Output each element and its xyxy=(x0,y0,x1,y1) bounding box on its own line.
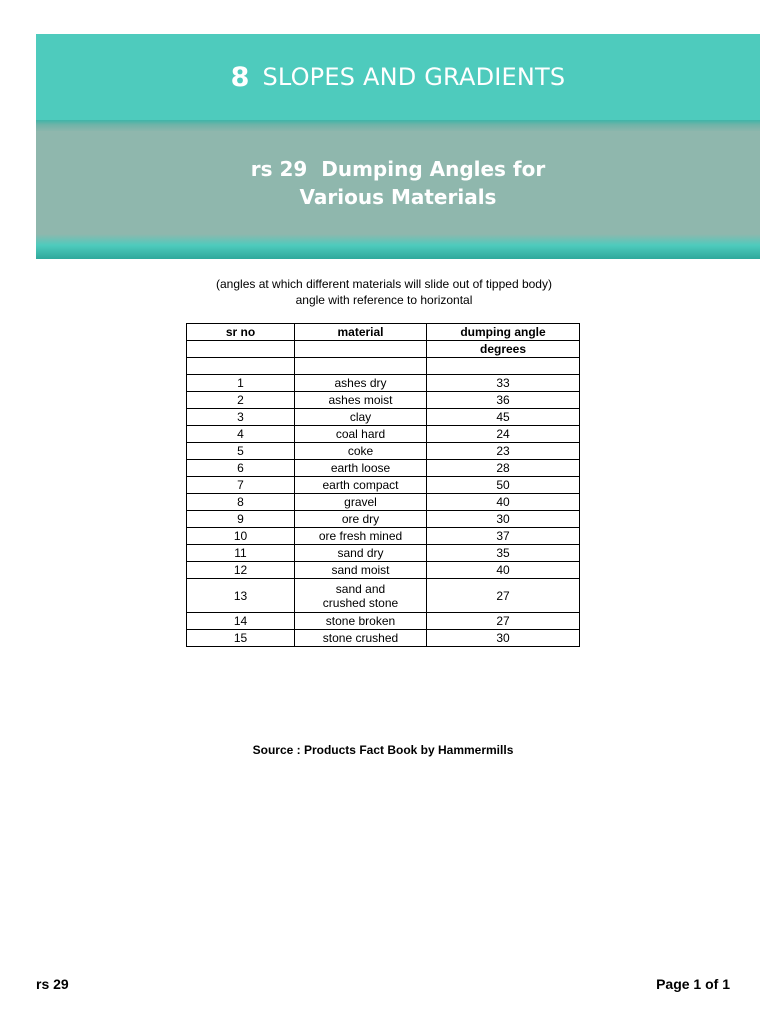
banner-footer-bar xyxy=(36,234,760,259)
material-cell: coke xyxy=(295,443,427,460)
angle-cell: 30 xyxy=(427,630,580,647)
table-row xyxy=(187,630,580,647)
angle-cell: 23 xyxy=(427,443,580,460)
chapter-banner xyxy=(36,34,760,120)
material-cell: stone crushed xyxy=(295,630,427,647)
material-cell: ore fresh mined xyxy=(295,528,427,545)
intro-line-1: (angles at which different materials will slide out of tipped body) xyxy=(216,277,552,291)
sr-no-cell: 2 xyxy=(187,392,295,409)
sr-no-cell: 9 xyxy=(187,511,295,528)
sr-no-cell: 14 xyxy=(187,613,295,630)
table-row xyxy=(187,562,580,579)
sr-no-cell: 10 xyxy=(187,528,295,545)
angle-cell: 33 xyxy=(427,375,580,392)
table-header-row-2 xyxy=(187,341,580,358)
chapter-number: 8 xyxy=(230,61,250,93)
angle-cell: 45 xyxy=(427,409,580,426)
angle-cell: 27 xyxy=(427,579,580,613)
sr-no-cell: 4 xyxy=(187,426,295,443)
sr-no-cell: 15 xyxy=(187,630,295,647)
table-row xyxy=(187,392,580,409)
angle-cell: 36 xyxy=(427,392,580,409)
material-cell: sand and crushed stone xyxy=(295,579,427,613)
table-row xyxy=(187,494,580,511)
sr-no-cell: 11 xyxy=(187,545,295,562)
angle-cell: 28 xyxy=(427,460,580,477)
subtitle-line-1: rs 29 Dumping Angles for xyxy=(250,156,546,181)
angle-cell: 35 xyxy=(427,545,580,562)
header2-sr-no xyxy=(187,341,295,358)
table-row xyxy=(187,477,580,494)
material-cell: ashes moist xyxy=(295,392,427,409)
sr-no-cell: 1 xyxy=(187,375,295,392)
material-cell: stone broken xyxy=(295,613,427,630)
header-dumping-angle: dumping angle xyxy=(427,324,580,341)
table-header-row xyxy=(187,324,580,341)
subtitle-line-2: Various Materials xyxy=(299,184,497,209)
material-cell: sand moist xyxy=(295,562,427,579)
material-cell: clay xyxy=(295,409,427,426)
source-note: Source : Products Fact Book by Hammermills xyxy=(252,743,514,757)
angle-cell: 27 xyxy=(427,613,580,630)
footer-ref: rs 29 xyxy=(36,976,69,992)
table-row xyxy=(187,460,580,477)
sr-no-cell: 7 xyxy=(187,477,295,494)
header-material: material xyxy=(295,324,427,341)
sr-no-cell: 6 xyxy=(187,460,295,477)
table-row xyxy=(187,579,580,613)
header-units: degrees xyxy=(427,341,580,358)
angle-cell: 40 xyxy=(427,562,580,579)
sr-no-cell: 3 xyxy=(187,409,295,426)
header-sr-no: sr no xyxy=(187,324,295,341)
header2-material xyxy=(295,341,427,358)
intro-line-2: angle with reference to horizontal xyxy=(295,293,473,307)
angle-cell: 30 xyxy=(427,511,580,528)
angle-cell: 24 xyxy=(427,426,580,443)
sr-no-cell: 5 xyxy=(187,443,295,460)
sr-no-cell: 13 xyxy=(187,579,295,613)
material-cell: ashes dry xyxy=(295,375,427,392)
chapter-title: SLOPES AND GRADIENTS xyxy=(262,63,566,91)
table-row xyxy=(187,409,580,426)
table-row xyxy=(187,443,580,460)
subtitle-banner xyxy=(36,131,760,234)
sr-no-cell: 8 xyxy=(187,494,295,511)
material-cell: coal hard xyxy=(295,426,427,443)
angle-cell: 37 xyxy=(427,528,580,545)
material-cell: sand dry xyxy=(295,545,427,562)
table-row xyxy=(187,613,580,630)
material-cell: earth compact xyxy=(295,477,427,494)
angle-cell: 50 xyxy=(427,477,580,494)
page-number: Page 1 of 1 xyxy=(656,976,730,992)
angle-cell: 40 xyxy=(427,494,580,511)
table-row xyxy=(187,528,580,545)
material-cell: earth loose xyxy=(295,460,427,477)
dumping-angle-table xyxy=(186,323,580,647)
material-cell: ore dry xyxy=(295,511,427,528)
table-row xyxy=(187,511,580,528)
material-cell: gravel xyxy=(295,494,427,511)
sr-no-cell: 12 xyxy=(187,562,295,579)
table-spacer-row xyxy=(187,358,580,375)
table-row xyxy=(187,426,580,443)
table-row xyxy=(187,375,580,392)
intro-text xyxy=(0,276,768,308)
table-row xyxy=(187,545,580,562)
